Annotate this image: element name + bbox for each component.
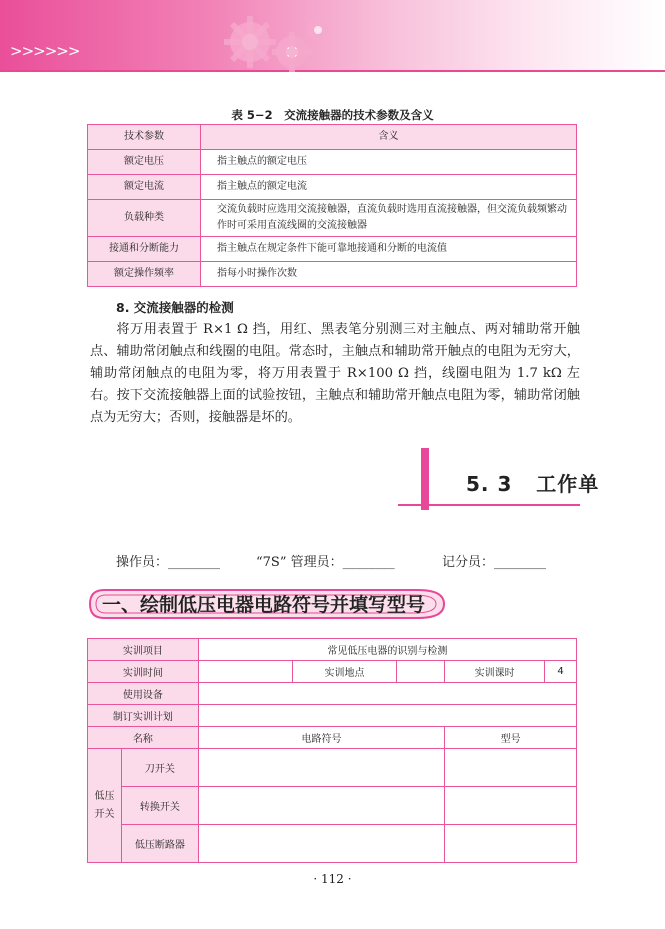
equipment-label: 使用设备 — [88, 683, 199, 705]
table-row — [88, 825, 577, 863]
place-value[interactable] — [397, 661, 445, 683]
plan-label: 制订实训计划 — [88, 705, 199, 727]
time-value[interactable] — [198, 661, 292, 683]
symbol-cell[interactable] — [198, 825, 444, 863]
col-symbol-header: 电路符号 — [198, 727, 444, 749]
table-row — [88, 150, 577, 175]
recorder-field: 记分员：________ — [442, 555, 547, 570]
table-row — [88, 787, 577, 825]
section-number: 5. 3 — [466, 472, 513, 496]
group-label — [88, 749, 122, 863]
header-cell-parameter: 技术参数 — [88, 125, 201, 150]
group-label-text: 低压开关 — [94, 790, 115, 820]
symbol-cell[interactable] — [198, 749, 444, 787]
table-row — [88, 705, 577, 727]
table-row — [88, 639, 577, 661]
meaning-cell: 指主触点的额定电流 — [201, 175, 577, 200]
table-row — [88, 683, 577, 705]
equipment-value[interactable] — [198, 683, 576, 705]
item-knife-switch: 刀开关 — [121, 749, 198, 787]
item-changeover-switch: 转换开关 — [121, 787, 198, 825]
model-cell[interactable] — [445, 749, 577, 787]
parameter-cell: 额定电压 — [88, 150, 201, 175]
symbol-cell[interactable] — [198, 787, 444, 825]
chevron-decoration-icon: >>>>>> — [10, 42, 80, 60]
parameter-cell: 额定电流 — [88, 175, 201, 200]
section-8-paragraph: 将万用表置于 R×1 Ω 挡，用红、黑表笔分别测三对主触点、两对辅助常开触点、辅助常闭触点和线圈的电阻。常态时，主触点和辅助常开触点的电阻为无穷大，辅助常闭触点的电阻为零，将万用表置于 R×100 Ω 挡，线圈电阻为 1.7 kΩ 左右。按下交流接触器上面的试验按钮，主触点和辅助常开触点电阻为零，辅助常闭触点为无穷大；否则，接触器是坏的。 — [90, 322, 580, 425]
contactor-parameters-table — [87, 124, 577, 287]
parameter-cell: 额定操作频率 — [88, 262, 201, 287]
hours-value: 4 — [545, 661, 577, 683]
meaning-cell: 指每小时操作次数 — [201, 262, 577, 287]
table-row — [88, 200, 577, 237]
parameter-cell: 接通和分断能力 — [88, 237, 201, 262]
table-row — [88, 175, 577, 200]
operator-field: 操作员：________ — [116, 555, 221, 570]
project-value: 常见低压电器的识别与检测 — [198, 639, 576, 661]
table-row — [88, 727, 577, 749]
section-underline — [398, 504, 580, 506]
page-number: · 112 · — [313, 872, 352, 886]
col-model-header: 型号 — [445, 727, 577, 749]
meaning-cell: 交流负载时应选用交流接触器，直流负载时选用直流接触器，但交流负载频繁动作时可采用直流线圈的交流接触器 — [201, 200, 577, 237]
section-accent-bar — [421, 448, 429, 510]
table-row — [88, 262, 577, 287]
table-caption: 表 5−2 交流接触器的技术参数及含义 — [231, 108, 434, 122]
time-label: 实训时间 — [88, 661, 199, 683]
table-header-row — [88, 125, 577, 150]
project-label: 实训项目 — [88, 639, 199, 661]
section-5-3-heading — [466, 468, 599, 497]
plan-value[interactable] — [198, 705, 576, 727]
section-title: 工作单 — [536, 472, 600, 496]
hours-label: 实训课时 — [445, 661, 545, 683]
meaning-cell: 指主触点在规定条件下能可靠地接通和分断的电流值 — [201, 237, 577, 262]
table-row — [88, 237, 577, 262]
table-row — [88, 661, 577, 683]
gears-icon — [210, 8, 340, 72]
banner-title: 一、绘制低压电器电路符号并填写型号 — [102, 594, 426, 616]
place-label: 实训地点 — [292, 661, 397, 683]
col-name-header: 名称 — [88, 727, 199, 749]
header-cell-meaning: 含义 — [201, 125, 577, 150]
model-cell[interactable] — [445, 787, 577, 825]
worksheet-table — [87, 638, 577, 863]
parameter-cell: 负载种类 — [88, 200, 201, 237]
meaning-cell: 指主触点的额定电压 — [201, 150, 577, 175]
table-row — [88, 749, 577, 787]
item-circuit-breaker: 低压断路器 — [121, 825, 198, 863]
section-8-heading: 8. 交流接触器的检测 — [116, 300, 234, 315]
7s-manager-field: “7S” 管理员：________ — [256, 555, 395, 570]
model-cell[interactable] — [445, 825, 577, 863]
